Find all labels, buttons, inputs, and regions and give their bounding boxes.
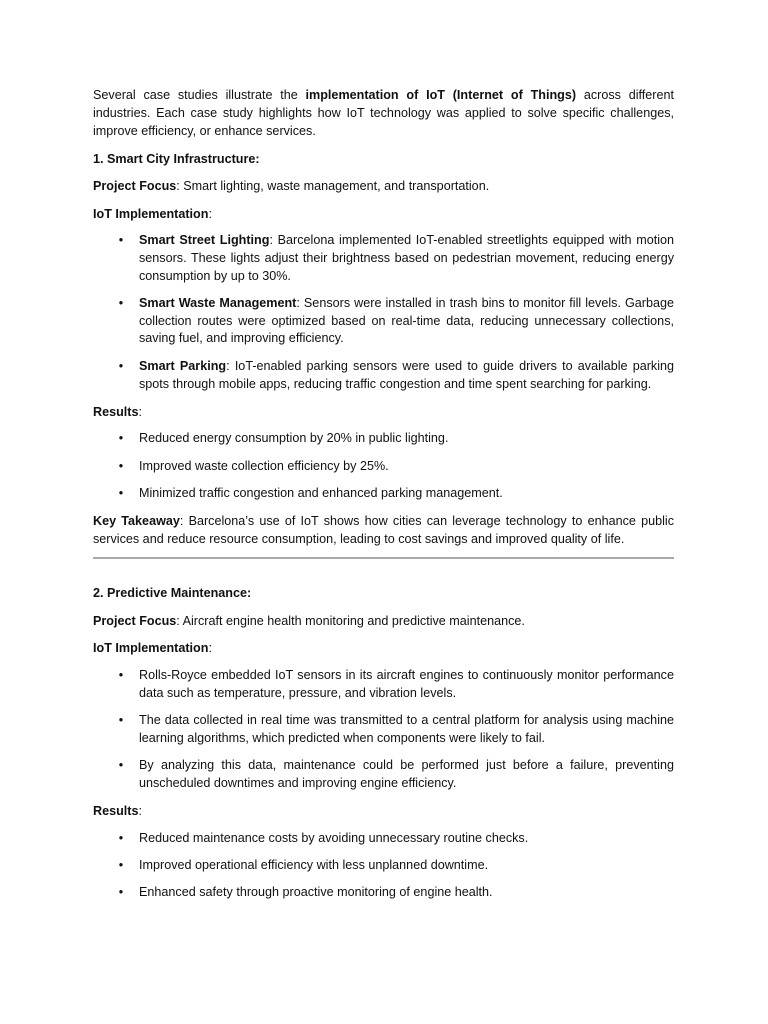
bullet-icon: • — [118, 458, 124, 473]
bullet-icon: • — [118, 233, 124, 247]
section-divider — [93, 557, 674, 559]
bullet-icon: • — [118, 757, 124, 772]
list-item-text: Minimized traffic congestion and enhanced parking management. — [139, 485, 503, 500]
case1-focus-text: : Smart lighting, waste management, and transportation. — [176, 179, 490, 193]
list-item-text: Improved operational efficiency with less unplanned downtime. — [139, 857, 489, 872]
case1-impl-label — [93, 205, 674, 223]
list-item — [93, 712, 674, 748]
list-item-text: Enhanced safety through proactive monitoring of engine health. — [139, 885, 493, 900]
case1-focus — [93, 177, 674, 195]
case1-takeaway-label: Key Takeaway — [93, 514, 180, 529]
case1-results-label — [93, 403, 674, 421]
case1-impl-list — [93, 232, 674, 393]
case1-heading-text: 1. Smart City Infrastructure: — [93, 151, 260, 166]
list-item-text: Reduced energy consumption by 20% in public lighting. — [139, 431, 449, 446]
case1-results-label-text: Results — [93, 404, 139, 419]
document-body — [93, 86, 674, 911]
bullet-icon: • — [118, 358, 124, 373]
case2-results-colon: : — [138, 804, 142, 819]
case2-heading-text: 2. Predictive Maintenance: — [93, 586, 252, 601]
list-item-text: Rolls-Royce embedded IoT sensors in its aircraft engines to continuously monitor performance data such as temperature, pressure, and vibration levels. — [139, 667, 674, 700]
case1-impl-colon: : — [208, 206, 212, 221]
intro-text-start: Several case studies illustrate the — [93, 88, 306, 102]
list-item — [93, 358, 674, 394]
bullet-icon: • — [118, 857, 124, 872]
list-item — [93, 667, 674, 703]
case2-focus-text: : Aircraft engine health monitoring and predictive maintenance. — [176, 613, 525, 628]
list-item — [93, 857, 674, 875]
case1-takeaway-text: : Barcelona’s use of IoT shows how cities can leverage technology to enhance public services and reduce resource consumption, leading to cost savings and improved quality of life. — [93, 514, 674, 547]
list-item-label: Smart Waste Management — [139, 295, 297, 310]
list-item — [93, 485, 674, 503]
case2-results-list — [93, 830, 674, 902]
case2-focus-label: Project Focus — [93, 613, 177, 628]
intro-paragraph — [93, 86, 674, 140]
list-item — [93, 295, 674, 348]
case2-impl-label — [93, 639, 674, 657]
intro-bold-text: implementation of IoT (Internet of Things) — [305, 88, 577, 102]
list-item-text: : Barcelona implemented IoT-enabled streetlights equipped with motion sensors. These lights adjust their brightness based on pedestrian movement, reducing energy consumption by up to 30%. — [139, 233, 674, 283]
bullet-icon: • — [118, 712, 124, 727]
list-item — [93, 757, 674, 793]
case1-focus-label: Project Focus — [93, 179, 177, 193]
case2-heading — [93, 584, 674, 602]
bullet-icon: • — [118, 431, 124, 446]
list-item-text: : Sensors were installed in trash bins to monitor fill levels. Garbage collection routes were optimized based on real-time data, reducing unnecessary collections, saving fuel, and improving efficiency. — [139, 295, 674, 346]
list-item-text: Reduced maintenance costs by avoiding unnecessary routine checks. — [139, 830, 529, 845]
case2-results-label — [93, 802, 674, 820]
list-item-label: Smart Parking — [139, 358, 227, 373]
list-item-text: Improved waste collection efficiency by 25%. — [139, 458, 389, 473]
case2-results-label-text: Results — [93, 804, 139, 819]
bullet-icon: • — [118, 485, 124, 500]
case1-results-list — [93, 430, 674, 502]
case1-results-colon: : — [138, 404, 142, 419]
bullet-icon: • — [118, 885, 124, 900]
list-item-text: By analyzing this data, maintenance could be performed just before a failure, preventing unscheduled downtimes and improving engine efficiency. — [139, 757, 674, 790]
case2-impl-colon: : — [208, 641, 212, 656]
intro-text-end: across different industries. Each case study highlights how IoT technology was applied to solve specific challenges, improve efficiency, or enhance services. — [93, 88, 674, 138]
case1-takeaway — [93, 512, 674, 548]
case2-impl-label-text: IoT Implementation — [93, 641, 209, 656]
list-item — [93, 232, 674, 285]
list-item — [93, 884, 674, 902]
bullet-icon: • — [118, 830, 124, 845]
list-item-label: Smart Street Lighting — [139, 233, 270, 247]
case2-impl-list — [93, 667, 674, 793]
case1-impl-label-text: IoT Implementation — [93, 206, 209, 221]
case1-heading — [93, 150, 674, 168]
case2-focus — [93, 612, 674, 630]
list-item — [93, 430, 674, 448]
list-item-text: : IoT-enabled parking sensors were used to guide drivers to available parking spots through mobile apps, reducing traffic congestion and time spent searching for parking. — [139, 358, 675, 391]
list-item — [93, 458, 674, 476]
bullet-icon: • — [118, 667, 124, 682]
list-item — [93, 830, 674, 848]
list-item-text: The data collected in real time was transmitted to a central platform for analysis using machine learning algorithms, which predicted when components were likely to fail. — [139, 712, 674, 745]
bullet-icon: • — [118, 295, 124, 310]
